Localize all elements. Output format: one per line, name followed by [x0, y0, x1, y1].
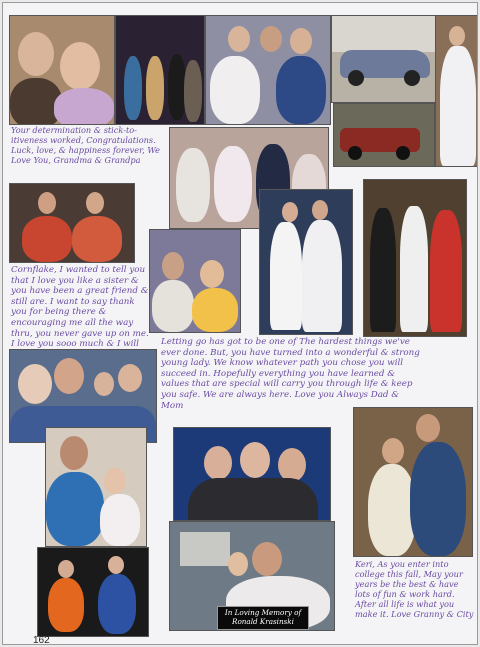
- memorial-caption: [217, 606, 309, 630]
- photo-truck: [333, 103, 435, 167]
- photo-two-girls-gowns: [259, 189, 353, 335]
- memorial-line-2: Ronald Krasinski: [232, 616, 294, 626]
- photo-grandparents-porch: [353, 407, 473, 557]
- photo-car: [331, 15, 437, 103]
- note-cornflake: Cornflake, I wanted to tell you that I love you like a sister & you have been a great friend & still are. I want to say thank you for being there & encouraging me all the way thru, you never gave up on me. I love you sooo much & I will: [11, 265, 149, 350]
- photo-graduates-group: [115, 15, 205, 125]
- photo-three-girls: [205, 15, 331, 125]
- yearbook-page: [2, 2, 478, 645]
- photo-two-girls-red: [9, 183, 135, 263]
- photo-grandparents: [9, 15, 115, 125]
- page-number: 162: [33, 635, 50, 645]
- note-grandparents: Your determination & stick-to-itiveness worked, Congratulations. Luck, love, & happiness forever, We Love You, Grandma & Grandpa: [11, 125, 160, 165]
- note-parents: Letting go has got to be one of The hardest things we've ever done. But, you have turned into a wonderful & strong young lady. We know whatever path you chose you will succeed in. Hopefully everything you have learned & values that are special will carry you through life & keep you safe. We are always here. Love you Always Dad & Mom: [161, 337, 420, 411]
- note-keri: Keri, As you enter into college this fall, May your years be the best & have lots of fun & work hard. After all life is what you make it. Love Granny & City: [355, 559, 474, 619]
- photo-three-girls-dresses: [363, 179, 467, 337]
- memorial-line-1: In Loving Memory of: [224, 608, 302, 617]
- photo-halloween-kids: [37, 547, 149, 637]
- photo-three-girls-smiling: [173, 427, 331, 521]
- photo-couple-portrait: [149, 229, 241, 333]
- photo-prom-dress: [435, 15, 478, 167]
- photo-dad-and-toddler: [45, 427, 147, 547]
